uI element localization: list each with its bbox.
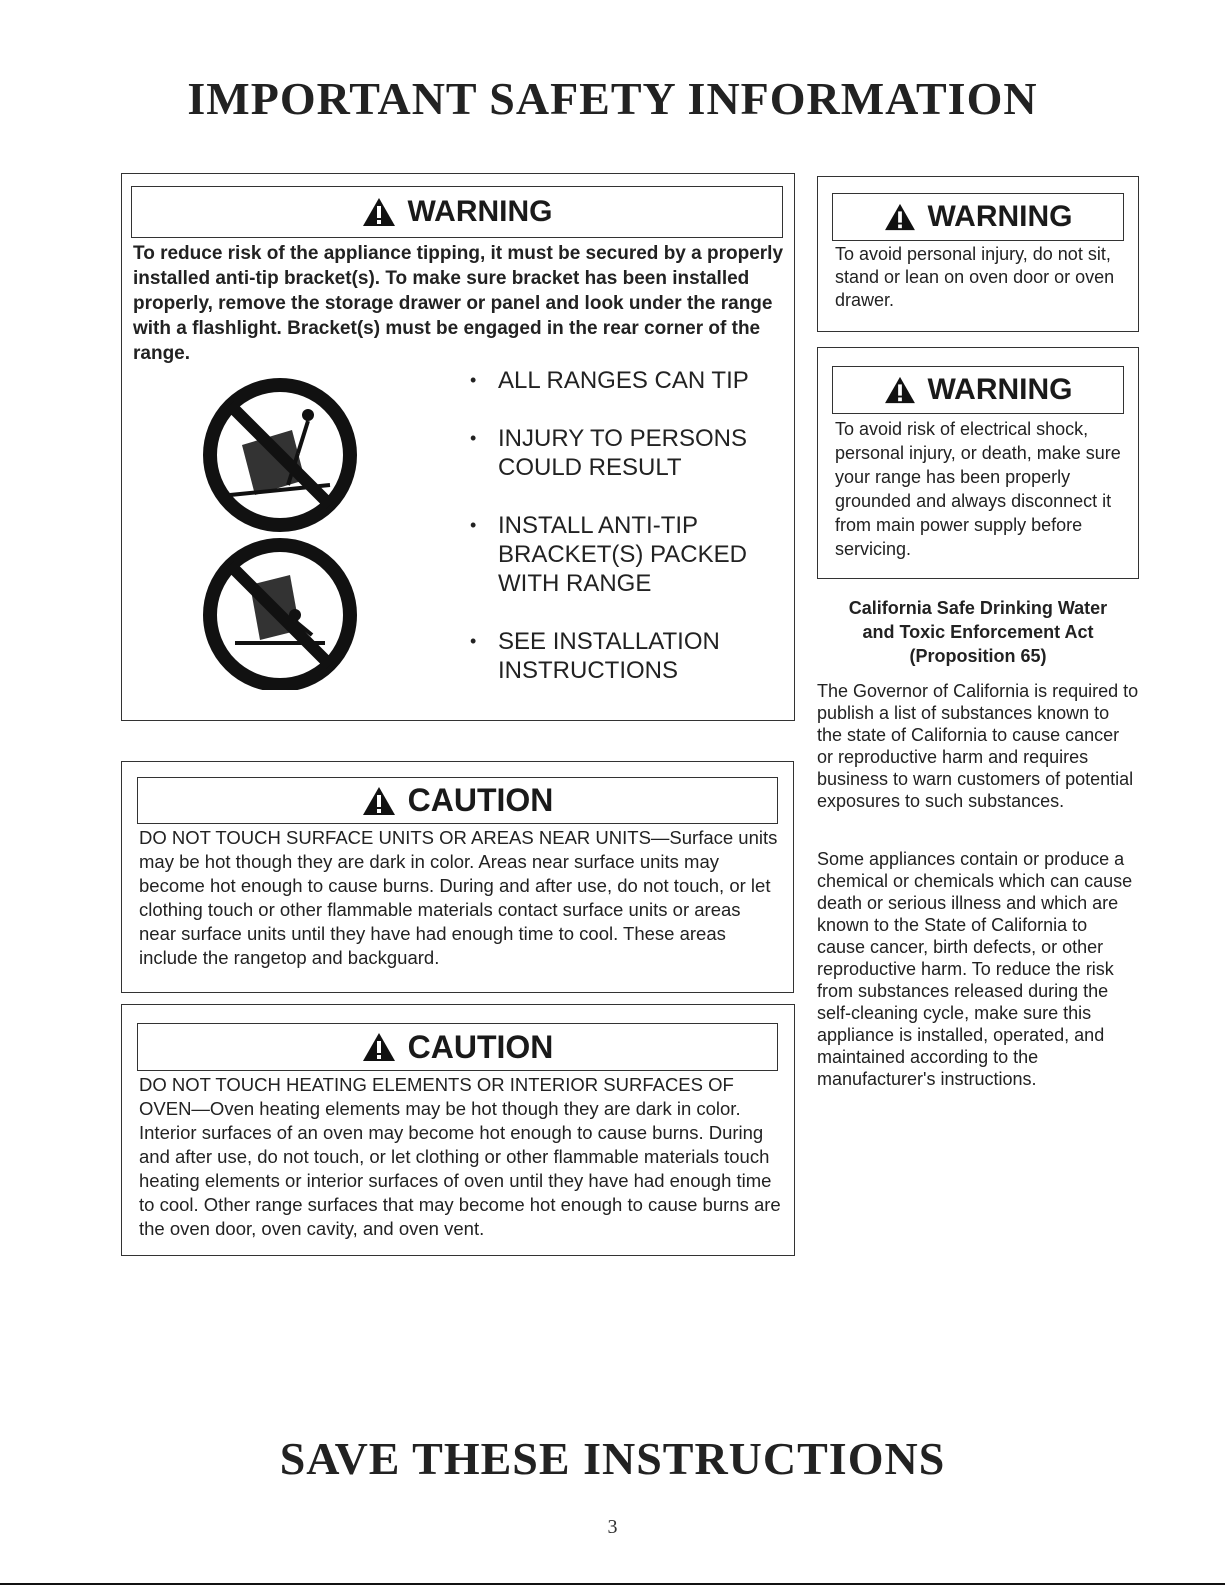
oven-caution-header xyxy=(137,1023,778,1071)
oven-caution-title: CAUTION xyxy=(407,1028,554,1065)
bullet-item: • SEE INSTALLATION INSTRUCTIONS xyxy=(470,627,780,685)
range-tipping-icon xyxy=(200,375,360,535)
warning-triangle-icon xyxy=(362,197,396,227)
child-on-door-icon xyxy=(200,535,360,690)
shock-warning-header xyxy=(832,366,1124,414)
oven-caution-text: DO NOT TOUCH HEATING ELEMENTS OR INTERIOR SURFACES OF OVEN—Oven heating elements may be hot though they are dark in color. Interior surfaces of an oven may become hot enough to cause burns. During and after use, do not touch, or let clothing or other flammable materials touch heating elements or interior surfaces of oven until they have had enough time to cool. Other range surfaces that may become hot enough to cause burns are the oven door, oven cavity, and oven vent. xyxy=(139,1074,781,1239)
door-warning-title: WARNING xyxy=(927,200,1073,233)
warning-triangle-icon xyxy=(884,376,916,404)
shock-warning-title: WARNING xyxy=(927,373,1073,406)
page-title: IMPORTANT SAFETY INFORMATION xyxy=(187,73,1038,124)
tip-warning-title: WARNING xyxy=(407,195,553,228)
bullet-item: • INJURY TO PERSONS COULD RESULT xyxy=(470,424,780,482)
prop65-paragraph-1: The Governor of California is required to publish a list of substances known to the state of California to cause cancer or reproductive harm and requires business to warn customers of potential exposures to such substances. xyxy=(817,681,1139,811)
surface-caution-header xyxy=(137,777,778,824)
bullet-item: • ALL RANGES CAN TIP xyxy=(470,366,780,395)
warning-triangle-icon xyxy=(884,203,916,231)
prop65-heading: California Safe Drinking Water and Toxic Enforcement Act (Proposition 65) xyxy=(848,598,1108,666)
surface-caution-title: CAUTION xyxy=(407,782,554,818)
bullet-item: • INSTALL ANTI-TIP BRACKET(S) PACKED WITH RANGE xyxy=(470,511,780,598)
warning-triangle-icon xyxy=(362,786,396,816)
surface-caution-text: DO NOT TOUCH SURFACE UNITS OR AREAS NEAR UNITS—Surface units may be hot though they are dark in color. Areas near surface units may become hot enough to cause burns. During and after use, do not touch, or let clothing touch or other flammable materials contact surface units or areas near surface units until they have had enough time to cool. These areas include the rangetop and backguard. xyxy=(139,827,778,968)
door-warning-header xyxy=(832,193,1124,241)
tip-warning-text: To reduce risk of the appliance tipping, it must be secured by a properly installed anti-tip bracket(s). To make sure bracket has been installed properly, remove the storage drawer or panel and look under the range with a flashlight. Bracket(s) must be engaged in the rear corner of the range. xyxy=(133,243,784,364)
tip-warning-bullets xyxy=(470,366,780,714)
page-number: 3 xyxy=(607,1516,618,1538)
shock-warning-text: To avoid risk of electrical shock, personal injury, or death, make sure your range has been properly grounded and always disconnect it from main power supply before servicing. xyxy=(835,419,1121,559)
tip-warning-header xyxy=(131,186,783,238)
prop65-paragraph-2: Some appliances contain or produce a chemical or chemicals which can cause death or serious illness and which are known to the State of California to cause cancer, birth defects, or other reproductive harm. To reduce the risk from substances released during the self-cleaning cycle, make sure this appliance is installed, operated, and maintained according to the manufacturer's instructions. xyxy=(817,849,1133,1089)
footer-title: SAVE THESE INSTRUCTIONS xyxy=(279,1433,946,1484)
door-warning-text: To avoid personal injury, do not sit, stand or lean on oven door or oven drawer. xyxy=(835,244,1115,310)
warning-triangle-icon xyxy=(362,1032,396,1062)
